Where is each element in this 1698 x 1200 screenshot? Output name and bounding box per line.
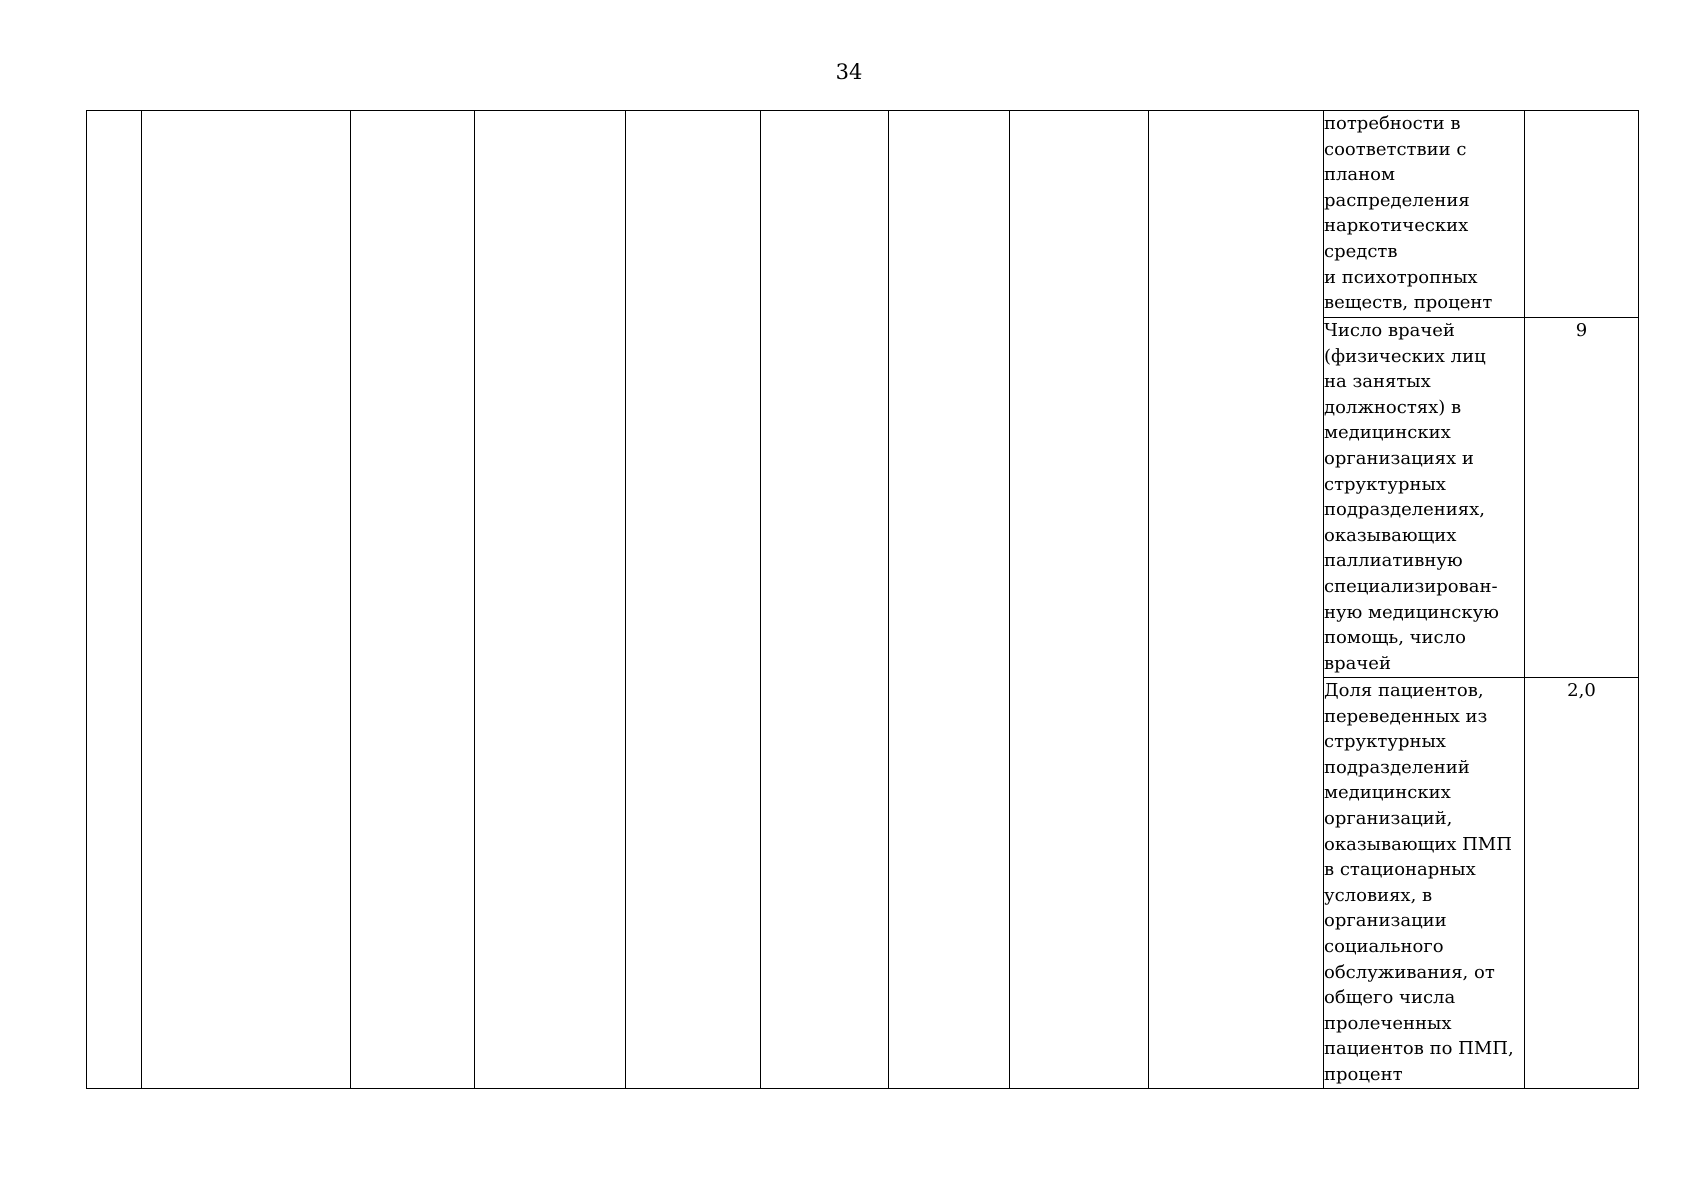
empty-cell — [1010, 111, 1149, 1089]
indicators-table — [86, 110, 1639, 1089]
indicator-line: в стационарных — [1324, 859, 1476, 881]
indicator-line: специализирован- — [1324, 575, 1498, 597]
indicator-line: социального — [1324, 935, 1444, 957]
indicator-line: подразделениях, — [1324, 499, 1486, 521]
value-cell: 2,0 — [1525, 678, 1639, 1089]
indicator-line: обслуживания, от — [1324, 961, 1495, 983]
indicator-line: планом — [1324, 164, 1395, 186]
indicator-line: средств — [1324, 240, 1398, 262]
empty-cell — [626, 111, 761, 1089]
indicator-line: оказывающих ПМП — [1324, 833, 1512, 855]
indicator-line: на занятых — [1324, 371, 1431, 393]
empty-cell — [1149, 111, 1324, 1089]
indicator-line: медицинских — [1324, 782, 1451, 804]
indicator-line: организаций, — [1324, 807, 1453, 829]
indicator-line: веществ, процент — [1324, 292, 1493, 314]
indicator-line: общего числа — [1324, 987, 1456, 1009]
value-cell: 9 — [1525, 318, 1639, 678]
empty-cell — [87, 111, 142, 1089]
indicator-cell — [1324, 111, 1525, 318]
indicator-cell — [1324, 318, 1525, 678]
empty-cell — [475, 111, 626, 1089]
indicator-line: и психотропных — [1324, 266, 1478, 288]
indicator-line: медицинских — [1324, 422, 1451, 444]
indicator-line: паллиативную — [1324, 550, 1463, 572]
indicator-line: врачей — [1324, 652, 1391, 674]
indicator-line: помощь, число — [1324, 627, 1466, 649]
table-row — [87, 111, 1639, 318]
indicator-line: структурных — [1324, 731, 1446, 753]
indicator-line: Число врачей — [1324, 320, 1455, 341]
empty-cell — [142, 111, 351, 1089]
indicator-line: организациях и — [1324, 447, 1474, 469]
empty-cell — [889, 111, 1010, 1089]
indicator-line: Доля пациентов, — [1324, 680, 1484, 701]
indicator-line: наркотических — [1324, 215, 1469, 237]
indicator-line: ную медицинскую — [1324, 601, 1499, 623]
value-cell — [1525, 111, 1639, 318]
indicator-line: (физических лиц — [1324, 345, 1486, 367]
indicator-line: условиях, в — [1324, 884, 1433, 906]
indicator-line: распределения — [1324, 189, 1470, 211]
empty-cell — [761, 111, 889, 1089]
indicator-line: переведенных из — [1324, 705, 1488, 727]
indicator-line: процент — [1324, 1063, 1403, 1085]
indicator-cell — [1324, 678, 1525, 1089]
indicator-line: подразделений — [1324, 756, 1470, 778]
page-number: 34 — [835, 60, 863, 84]
indicator-line: соответствии с — [1324, 138, 1467, 160]
indicator-line: организации — [1324, 910, 1447, 932]
indicator-line: пациентов по ПМП, — [1324, 1038, 1514, 1060]
indicator-line: оказывающих — [1324, 524, 1457, 546]
indicator-line: потребности в — [1324, 113, 1461, 134]
indicator-line: пролеченных — [1324, 1012, 1452, 1034]
indicator-line: структурных — [1324, 473, 1446, 495]
empty-cell — [351, 111, 475, 1089]
indicator-line: должностях) в — [1324, 396, 1462, 418]
